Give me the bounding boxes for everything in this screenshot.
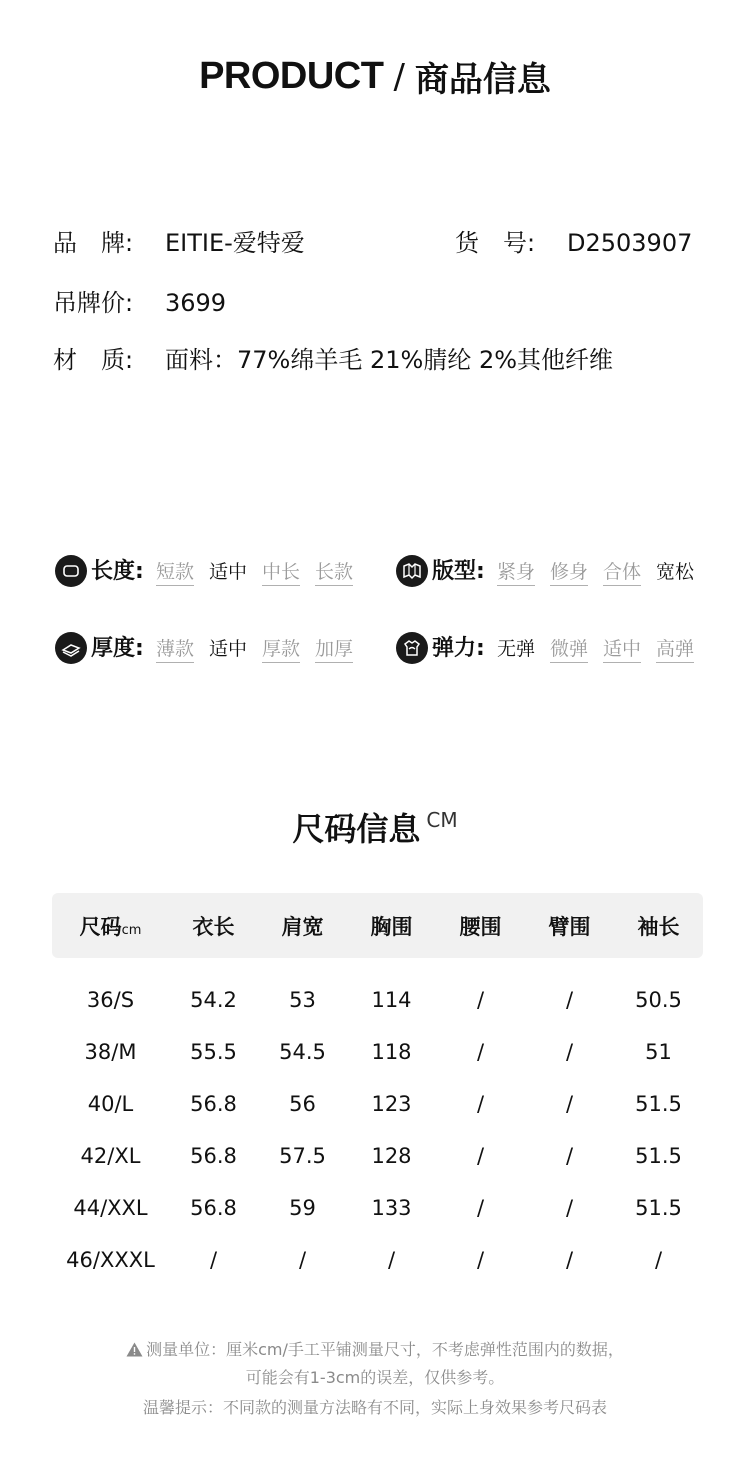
note-line-1 — [0, 1337, 750, 1361]
table-cell-size: 42/XL — [80, 1144, 141, 1168]
attr-elasticity-option-selected: 无弹 — [497, 638, 536, 660]
header-cell: 腰围 — [459, 914, 502, 939]
table-cell: / — [565, 988, 574, 1012]
price-row — [53, 287, 226, 319]
size-table — [52, 893, 703, 1286]
material-label: 材 质: — [53, 346, 134, 374]
table-row — [52, 974, 703, 1026]
table-row — [52, 1026, 703, 1078]
size-table-body — [52, 974, 703, 1286]
attr-length-options — [156, 559, 368, 586]
header-size-label: 尺码 — [79, 914, 122, 939]
table-cell: 56 — [289, 1092, 316, 1116]
attr-length-option: 短款 — [156, 559, 194, 586]
table-cell: / — [476, 1248, 485, 1272]
size-title-unit: CM — [426, 808, 458, 832]
table-cell: 59 — [289, 1196, 316, 1220]
brand-row — [53, 227, 305, 259]
header-cell: 胸围 — [370, 914, 413, 939]
attr-elasticity-option: 微弹 — [550, 636, 588, 663]
size-table-header — [52, 893, 703, 958]
header-title-en: PRODUCT — [199, 55, 384, 97]
attr-length — [55, 555, 375, 589]
table-cell: / — [476, 1144, 485, 1168]
table-cell: 133 — [371, 1196, 412, 1220]
table-cell: 123 — [371, 1092, 412, 1116]
attr-length-label: 长度: — [91, 559, 144, 584]
attr-length-option: 长款 — [315, 559, 353, 586]
table-cell: / — [476, 988, 485, 1012]
table-cell: 56.8 — [190, 1092, 237, 1116]
brand-value: EITIE-爱特爱 — [165, 229, 305, 257]
attr-elasticity-options — [497, 636, 694, 663]
table-cell: / — [565, 1196, 574, 1220]
table-cell: / — [209, 1248, 218, 1272]
material-value: 面料：77%绵羊毛 21%腈纶 2%其他纤维 — [165, 346, 614, 374]
table-row — [52, 1182, 703, 1234]
table-cell: 56.8 — [190, 1144, 237, 1168]
table-cell: 118 — [371, 1040, 412, 1064]
note-line-2: 可能会有1-3cm的误差，仅供参考。 — [245, 1368, 505, 1387]
table-cell: 54.2 — [190, 988, 237, 1012]
warning-icon — [126, 1342, 143, 1361]
table-row — [52, 1234, 703, 1286]
elasticity-icon — [396, 632, 428, 664]
attr-thickness-option: 加厚 — [315, 636, 353, 663]
table-cell: / — [476, 1040, 485, 1064]
price-value: 3699 — [165, 289, 227, 317]
attr-length-option-selected: 适中 — [209, 561, 248, 583]
header-cell-size — [52, 911, 169, 941]
attr-fit-option: 修身 — [550, 559, 588, 586]
attr-fit-label: 版型: — [432, 559, 485, 584]
attr-length-option: 中长 — [262, 559, 300, 586]
attr-thickness-option: 厚款 — [262, 636, 300, 663]
table-cell: / — [654, 1248, 663, 1272]
table-cell: / — [565, 1040, 574, 1064]
header-separator: / — [393, 56, 405, 97]
table-cell: / — [298, 1248, 307, 1272]
table-cell: 55.5 — [190, 1040, 237, 1064]
table-cell: / — [476, 1196, 485, 1220]
attr-elasticity — [396, 632, 726, 666]
table-cell: 53 — [289, 988, 316, 1012]
material-row — [53, 344, 613, 376]
page-header — [0, 52, 750, 101]
table-cell: / — [565, 1144, 574, 1168]
header-size-unit: cm — [121, 922, 142, 938]
attr-elasticity-option: 高弹 — [656, 636, 694, 663]
attr-fit-options — [497, 559, 694, 586]
table-cell: / — [476, 1092, 485, 1116]
attr-elasticity-label: 弹力: — [432, 636, 485, 661]
table-cell: 51 — [645, 1040, 672, 1064]
attr-thickness — [55, 632, 375, 666]
table-cell: 50.5 — [635, 988, 682, 1012]
attr-thickness-option: 薄款 — [156, 636, 194, 663]
length-icon — [55, 555, 87, 587]
note-line-3: 温馨提示：不同款的测量方法略有不同，实际上身效果参考尺码表 — [142, 1398, 607, 1417]
header-cell: 袖长 — [637, 914, 680, 939]
table-cell: 54.5 — [279, 1040, 326, 1064]
table-cell: 114 — [371, 988, 412, 1012]
table-cell: 57.5 — [279, 1144, 326, 1168]
header-cell: 肩宽 — [281, 914, 324, 939]
table-cell: / — [565, 1092, 574, 1116]
size-info-title — [0, 804, 750, 850]
attr-thickness-option-selected: 适中 — [209, 638, 248, 660]
attr-elasticity-option: 适中 — [603, 636, 641, 663]
attr-thickness-options — [156, 636, 368, 663]
header-cell: 衣长 — [192, 914, 235, 939]
attr-fit-option: 合体 — [603, 559, 641, 586]
table-cell: 51.5 — [635, 1144, 682, 1168]
header-cell: 臂围 — [548, 914, 591, 939]
size-title-text: 尺码信息 — [292, 810, 421, 848]
table-cell-size: 44/XXL — [73, 1196, 148, 1220]
table-cell: 51.5 — [635, 1196, 682, 1220]
table-cell-size: 40/L — [87, 1092, 134, 1116]
sku-label: 货 号: — [455, 229, 536, 257]
attr-fit-option: 紧身 — [497, 559, 535, 586]
thickness-icon — [55, 632, 87, 664]
table-row — [52, 1130, 703, 1182]
sku-value: D2503907 — [567, 229, 693, 257]
attr-fit — [396, 555, 726, 589]
table-cell: 56.8 — [190, 1196, 237, 1220]
header-title-zh: 商品信息 — [414, 60, 551, 100]
fit-icon — [396, 555, 428, 587]
attr-thickness-label: 厚度: — [91, 636, 144, 661]
note-line-1-text: 测量单位：厘米cm/手工平铺测量尺寸，不考虑弹性范围内的数据， — [146, 1340, 624, 1359]
table-cell: 51.5 — [635, 1092, 682, 1116]
sku-row — [455, 227, 692, 259]
table-cell-size: 38/M — [84, 1040, 137, 1064]
attr-fit-option-selected: 宽松 — [656, 561, 695, 583]
table-row — [52, 1078, 703, 1130]
price-label: 吊牌价: — [53, 289, 134, 317]
table-cell-size: 36/S — [86, 988, 135, 1012]
brand-label: 品 牌: — [53, 229, 134, 257]
table-cell: / — [387, 1248, 396, 1272]
table-cell-size: 46/XXXL — [66, 1248, 155, 1272]
table-cell: 128 — [371, 1144, 412, 1168]
table-cell: / — [565, 1248, 574, 1272]
